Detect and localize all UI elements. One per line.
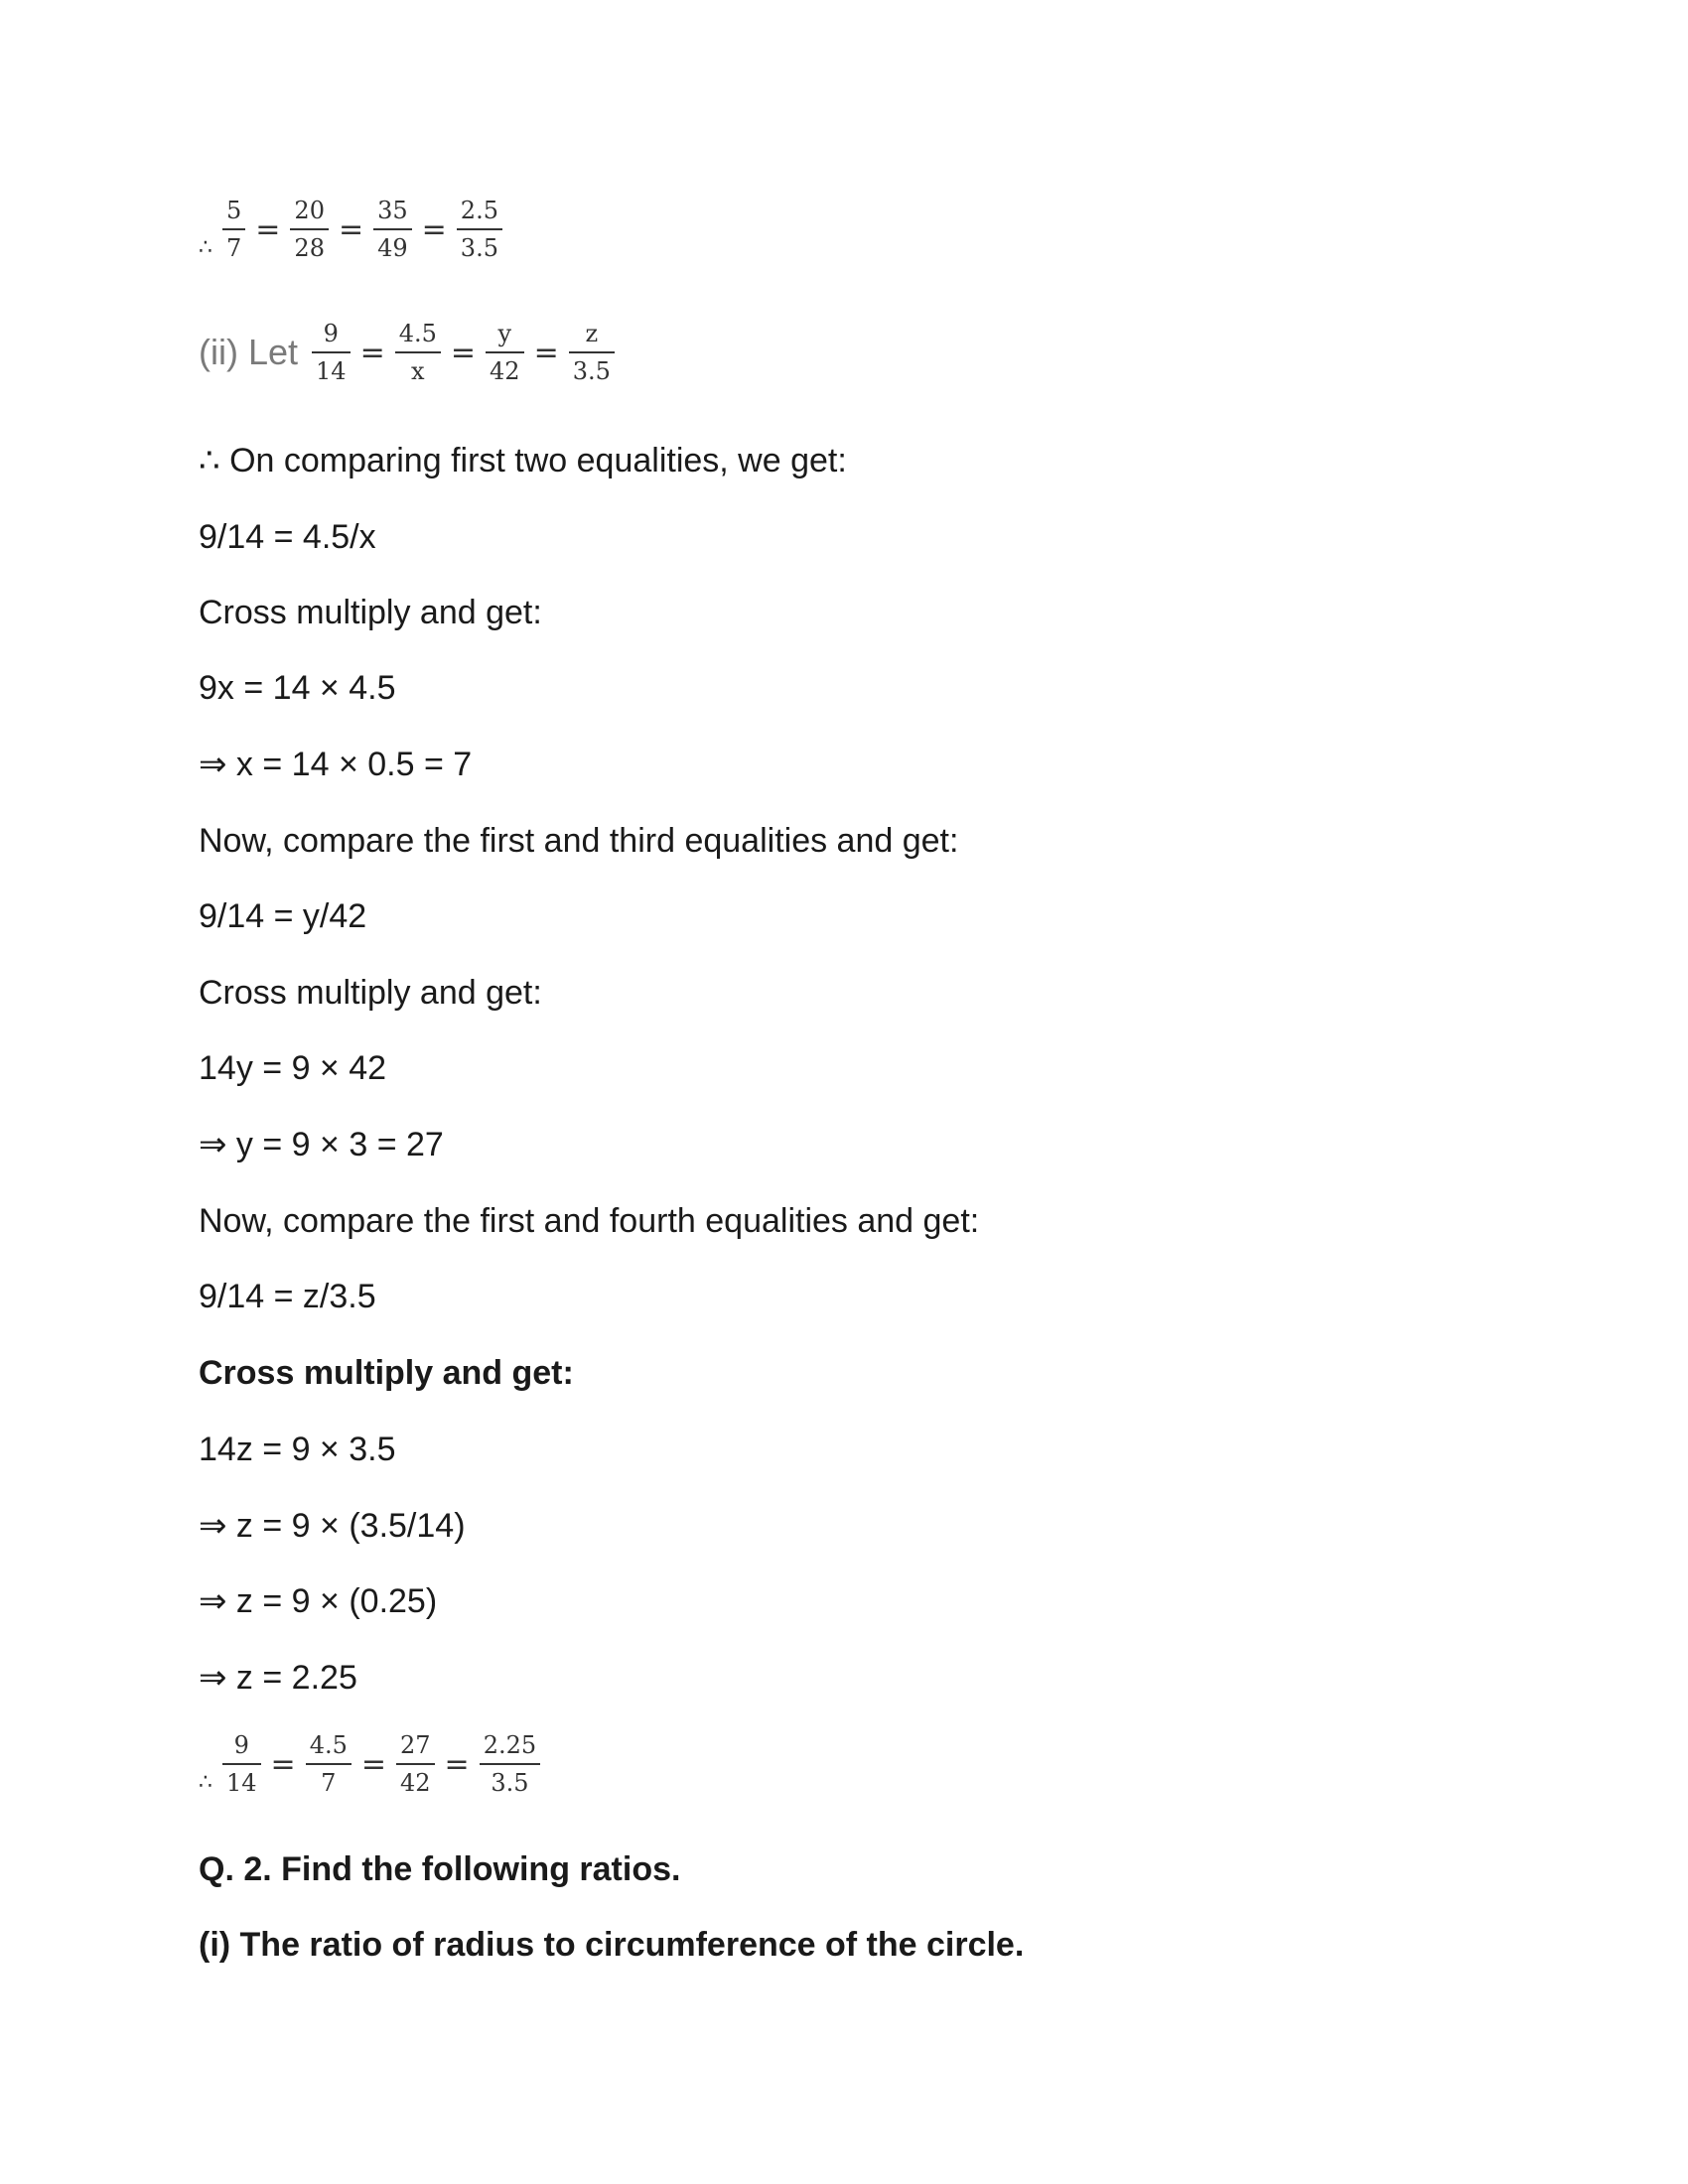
equals-sign: = xyxy=(444,1746,470,1782)
denominator: 3.5 xyxy=(491,1769,529,1797)
equals-sign: = xyxy=(450,335,477,370)
fraction xyxy=(306,1731,352,1797)
numerator: 5 xyxy=(226,197,242,224)
text-line: Now, compare the first and third equalities and get: xyxy=(199,822,959,860)
denominator: 14 xyxy=(316,357,347,385)
fraction-bar xyxy=(486,351,524,353)
fraction-bar xyxy=(306,1763,352,1765)
equation-line: ⇒ y = 9 × 3 = 27 xyxy=(199,1126,444,1163)
fraction xyxy=(222,1731,261,1797)
fraction-chain-1 xyxy=(199,197,508,262)
equation-line: ⇒ x = 14 × 0.5 = 7 xyxy=(199,746,473,783)
equation-line: 9/14 = 4.5/x xyxy=(199,518,376,556)
numerator: 27 xyxy=(400,1731,431,1759)
fraction-bar xyxy=(457,228,502,230)
fraction-bar xyxy=(222,228,245,230)
equals-sign: = xyxy=(533,335,559,370)
equals-sign: = xyxy=(359,335,385,370)
denominator: x xyxy=(411,357,425,385)
question-heading: Q. 2. Find the following ratios. xyxy=(199,1850,681,1888)
text-line: Cross multiply and get: xyxy=(199,974,542,1012)
equals-sign: = xyxy=(360,1746,386,1782)
denominator: 42 xyxy=(490,357,520,385)
equals-sign: = xyxy=(421,211,447,247)
denominator: 7 xyxy=(226,234,242,262)
denominator: 7 xyxy=(321,1769,337,1797)
fraction xyxy=(396,1731,435,1797)
fraction-bar xyxy=(480,1763,540,1765)
fraction-bar xyxy=(569,351,615,353)
equation-line: ⇒ z = 9 × (0.25) xyxy=(199,1582,438,1620)
text-line: Now, compare the first and fourth equalities and get: xyxy=(199,1202,980,1240)
fraction xyxy=(312,320,351,385)
fraction xyxy=(486,320,524,385)
fraction xyxy=(480,1731,540,1797)
equals-sign: = xyxy=(270,1746,296,1782)
fraction-bar xyxy=(373,228,412,230)
equation-line: ⇒ z = 2.25 xyxy=(199,1659,357,1697)
denominator: 14 xyxy=(226,1769,257,1797)
equals-sign: = xyxy=(255,211,281,247)
fraction xyxy=(569,320,615,385)
fraction-bar xyxy=(222,1763,261,1765)
denominator: 49 xyxy=(377,234,408,262)
numerator: z xyxy=(585,320,599,347)
text-line-bold: Cross multiply and get: xyxy=(199,1354,574,1392)
numerator: y xyxy=(497,320,512,347)
equation-line: 9/14 = z/3.5 xyxy=(199,1278,376,1315)
fraction xyxy=(457,197,502,262)
equation-line: 9/14 = y/42 xyxy=(199,897,367,935)
denominator: 3.5 xyxy=(460,234,498,262)
equation-line: 14y = 9 × 42 xyxy=(199,1049,387,1087)
fraction xyxy=(222,197,245,262)
fraction-bar xyxy=(396,1763,435,1765)
fraction xyxy=(290,197,329,262)
text-line: Cross multiply and get: xyxy=(199,594,542,631)
text-line: ∴ On comparing first two equalities, we get: xyxy=(199,442,847,479)
denominator: 3.5 xyxy=(572,357,611,385)
fraction xyxy=(395,320,441,385)
equals-sign: = xyxy=(338,211,364,247)
therefore-symbol: ∴ xyxy=(199,235,212,260)
fraction-bar xyxy=(395,351,441,353)
fraction xyxy=(373,197,412,262)
part-label: (ii) Let xyxy=(199,332,299,372)
numerator: 20 xyxy=(294,197,325,224)
numerator: 4.5 xyxy=(309,1731,348,1759)
therefore-symbol: ∴ xyxy=(199,1770,212,1795)
numerator: 9 xyxy=(323,320,339,347)
fraction-chain-2 xyxy=(199,320,621,385)
equation-line: 9x = 14 × 4.5 xyxy=(199,669,396,707)
numerator: 2.5 xyxy=(460,197,498,224)
numerator: 9 xyxy=(233,1731,249,1759)
fraction-chain-3 xyxy=(199,1731,546,1797)
numerator: 2.25 xyxy=(483,1731,537,1759)
equation-line: ⇒ z = 9 × (3.5/14) xyxy=(199,1507,466,1545)
denominator: 28 xyxy=(294,234,325,262)
fraction-bar xyxy=(290,228,329,230)
numerator: 4.5 xyxy=(398,320,437,347)
equation-line: 14z = 9 × 3.5 xyxy=(199,1431,396,1468)
numerator: 35 xyxy=(377,197,408,224)
denominator: 42 xyxy=(400,1769,431,1797)
question-subpart: (i) The ratio of radius to circumference of the circle. xyxy=(199,1926,1025,1964)
fraction-bar xyxy=(312,351,351,353)
